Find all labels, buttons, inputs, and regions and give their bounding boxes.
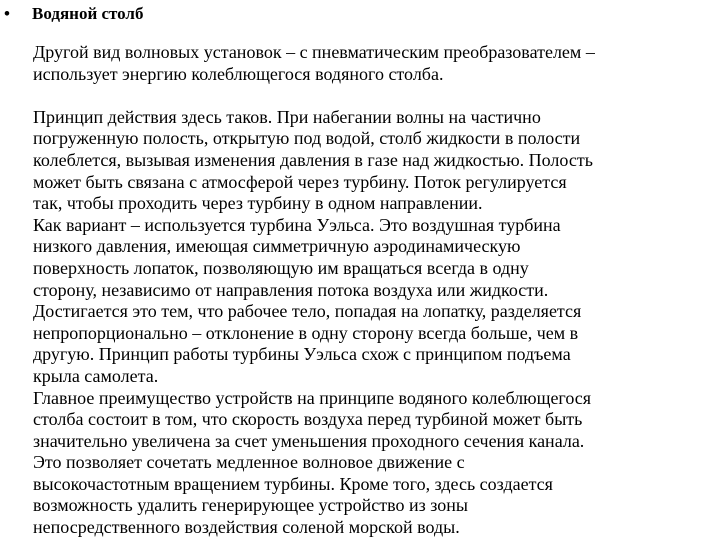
- text-line: поверхность лопаток, позволяющую им вращаться всегда в одну: [33, 257, 529, 278]
- text-line: Как вариант – используется турбина Уэльса. Это воздушная турбина: [33, 214, 561, 235]
- text-line: непосредственного воздействия соленой морской воды.: [33, 517, 460, 538]
- text-line: возможность удалить генерирующее устройство из зоны: [33, 495, 468, 516]
- text-line: непропорционально – отклонение в одну сторону всегда больше, чем в: [33, 322, 579, 343]
- body-text: [33, 42, 720, 539]
- paragraph-intro: [33, 42, 720, 85]
- text-line: использует энергию колеблющегося водяного столба.: [33, 63, 444, 84]
- text-line: крыла самолета.: [33, 365, 159, 386]
- bullet-icon: •: [4, 4, 10, 23]
- heading-title: Водяной столб: [32, 4, 144, 23]
- text-line: низкого давления, имеющая симметричную аэродинамическую: [33, 236, 521, 257]
- text-line: высокочастотным вращением турбины. Кроме того, здесь создается: [33, 473, 553, 494]
- text-line: Другой вид волновых установок – с пневматическим преобразователем –: [33, 42, 595, 62]
- text-line: столба состоит в том, что скорость воздуха перед турбиной может быть: [33, 409, 583, 430]
- text-line: сторону, независимо от направления потока воздуха или жидкости.: [33, 279, 549, 300]
- text-line: Достигается это тем, что рабочее тело, попадая на лопатку, разделяется: [33, 301, 582, 322]
- text-line: может быть связана с атмосферой через турбину. Поток регулируется: [33, 171, 567, 192]
- text-line: погруженную полость, открытую под водой, столб жидкости в полости: [33, 128, 581, 149]
- text-line: Это позволяет сочетать медленное волновое движение с: [33, 452, 465, 473]
- text-line: Главное преимущество устройств на принципе водяного колеблющегося: [33, 387, 592, 408]
- paragraph-gap: [33, 85, 720, 107]
- text-line: другую. Принцип работы турбины Уэльса схож с принципом подъема: [33, 344, 571, 365]
- text-line: так, чтобы проходить через турбину в одном направлении.: [33, 193, 483, 214]
- paragraph-principle: [33, 107, 720, 539]
- heading: [4, 4, 143, 24]
- text-line: колеблется, вызывая изменения давления в газе над жидкостью. Полость: [33, 149, 593, 170]
- text-line: Принцип действия здесь таков. При набегании волны на частично: [33, 106, 541, 127]
- text-line: значительно увеличена за счет уменьшения проходного сечения канала.: [33, 430, 585, 451]
